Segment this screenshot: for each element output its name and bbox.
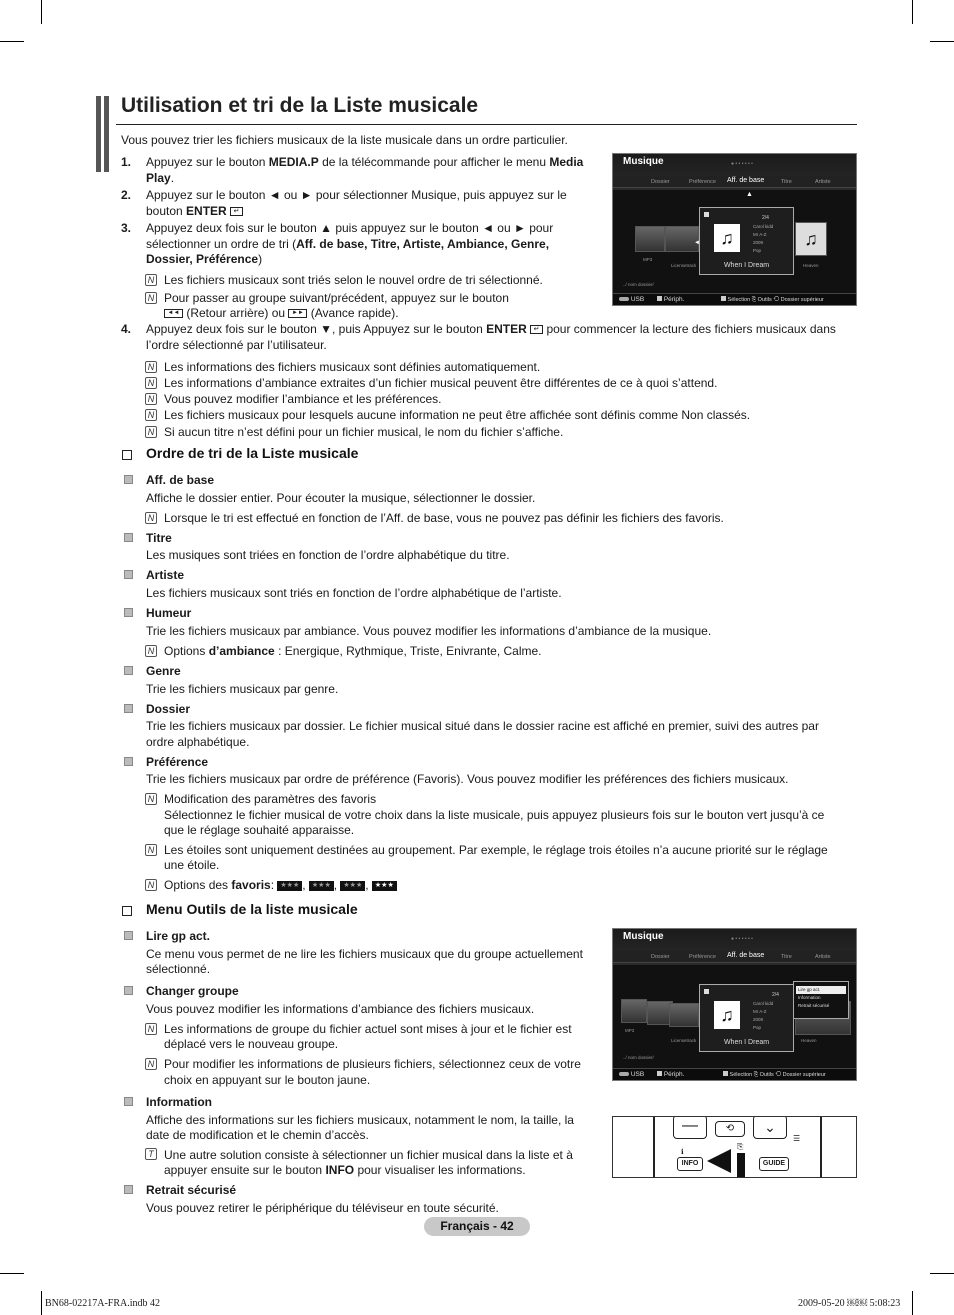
step-3-text: Appuyez deux fois sur le bouton ▲ puis appuyez sur le bouton ◄ ou ► pour sélectionner un ordre de tri (Aff. de base, Titre, Artiste, Ambiance, Genre, Dossier, Préférence) xyxy=(146,221,554,266)
tv-label: Licensetrack xyxy=(671,1038,697,1043)
note-text: Sélectionnez le fichier musical de votre choix dans la liste musicale, puis appuyez plusieurs fois sur le bouton vert jusqu’à ce xyxy=(164,808,825,822)
note-text: Une autre solution consiste à sélectionner un fichier musical dans la liste et à xyxy=(164,1148,573,1162)
item-text: Trie les fichiers musicaux par ordre de préférence (Favoris). Vous pouvez modifier les préférences des fichiers musicaux. xyxy=(146,772,789,786)
section-checkbox-icon xyxy=(122,906,132,916)
pager-dots: ● • • • • • • xyxy=(731,161,753,167)
tv-tab: Dossier xyxy=(651,954,670,960)
item-text: ordre alphabétique. xyxy=(146,735,250,749)
crop-mark xyxy=(912,0,913,24)
note-text: Les fichiers musicaux sont triés selon le nouvel ordre de tri sélectionné. xyxy=(164,273,543,287)
note-text: Options des favoris: ★★★ , ★★★ , ★★★ , ★★★ xyxy=(164,878,397,894)
item-text: sélectionné. xyxy=(146,962,211,976)
title-rule xyxy=(116,124,857,125)
footer-date: 2009-05-20 ￼￼ 5:08:23 xyxy=(798,1298,901,1309)
music-note-icon: ♫ xyxy=(714,224,740,252)
tools-menu xyxy=(793,981,849,1019)
minus-icon: — xyxy=(673,1116,707,1139)
tv-selected-card xyxy=(699,207,794,275)
checkbox-icon xyxy=(704,989,709,994)
note-text: Les informations de groupe du fichier actuel sont mises à jour et le fichier est xyxy=(164,1022,572,1036)
note-icon: N xyxy=(145,292,157,304)
tv-tab: Artiste xyxy=(815,954,831,960)
crop-mark xyxy=(41,1291,42,1315)
section-heading: Menu Outils de la liste musicale xyxy=(146,901,358,917)
music-note-icon: ♫ xyxy=(714,1001,740,1029)
item-heading: Dossier xyxy=(146,702,191,716)
crop-mark xyxy=(930,41,954,42)
return-icon: ⟲ xyxy=(715,1121,745,1137)
star-rating-0: ★★★ xyxy=(277,881,302,891)
tv-bottom-bar: USB Périph. Sélection ⎘ Outils ⟲ Dossier supérieur xyxy=(613,293,856,305)
step-4-text: Appuyez deux fois sur le bouton ▼, puis Appuyez sur le bouton ENTER ↵ pour commencer la lecture des fichiers musicaux dans l’ordre sélectionné par l’utilisateur. xyxy=(146,322,836,352)
item-text: Trie les fichiers musicaux par dossier. Le fichier musical situé dans le dossier racine est affiché en premier, suivi des autres par xyxy=(146,719,819,733)
note-icon: T xyxy=(145,1148,157,1160)
exit-icon: ☰ xyxy=(793,1134,801,1143)
info-button[interactable]: INFO xyxy=(677,1157,703,1171)
checkbox-icon xyxy=(704,212,709,217)
note-icon: N xyxy=(145,426,157,438)
item-text: Vous pouvez modifier les informations d’ambiance des fichiers musicaux. xyxy=(146,1002,535,1016)
album-thumb xyxy=(621,999,647,1023)
note-icon: N xyxy=(145,1058,157,1070)
bullet-icon xyxy=(124,533,133,542)
item-text: date de modification et le chemin d’accès. xyxy=(146,1128,369,1142)
tv-tab: Préférence xyxy=(689,179,716,185)
note-icon: N xyxy=(145,377,157,389)
item-text: Trie les fichiers musicaux par genre. xyxy=(146,682,339,696)
note-text: que le réglage souhaité apparaisse. xyxy=(164,823,355,837)
intro-text: Vous pouvez trier les fichiers musicaux de la liste musicale dans un ordre particulier. xyxy=(121,133,568,147)
tv-screenshot-sort xyxy=(612,153,857,306)
note-text: Modification des paramètres des favoris xyxy=(164,792,377,806)
arrow-left-icon xyxy=(707,1149,731,1173)
tv-tabs xyxy=(613,176,856,188)
arrow-left-icon: ◄ xyxy=(694,240,700,246)
step-number: 1. xyxy=(121,155,132,169)
item-heading: Changer groupe xyxy=(146,984,239,998)
tv-label: MP3 xyxy=(643,257,653,262)
tv-tabs xyxy=(613,951,856,963)
tv-tab: Titre xyxy=(781,954,792,960)
tv-tab: Titre xyxy=(781,179,792,185)
tv-bottom-bar: USB Périph. Sélection ⎘ Outils ⟲ Dossier supérieur xyxy=(613,1068,856,1080)
footer-file: BN68-02217A-FRA.indb 42 xyxy=(45,1298,161,1309)
tv-selected-card xyxy=(699,984,794,1052)
note-icon: N xyxy=(145,361,157,373)
bullet-icon xyxy=(124,931,133,940)
tv-label: Licensetrack xyxy=(671,263,697,268)
note-text: choix en appuyant sur le bouton jaune. xyxy=(164,1073,371,1087)
guide-button[interactable]: GUIDE xyxy=(759,1157,789,1171)
album-thumb xyxy=(669,1003,699,1027)
tv-card-count: 2/4 xyxy=(762,215,769,221)
crop-mark xyxy=(41,0,42,24)
note-text: Les étoiles sont uniquement destinées au groupement. Par exemple, le réglage trois étoiles n’a aucune priorité sur le réglage xyxy=(164,843,828,857)
music-note-icon: ♫ xyxy=(804,229,818,249)
tv-card-count: 2/4 xyxy=(772,992,779,998)
section-checkbox-icon xyxy=(122,450,132,460)
tv-tab: Préférence xyxy=(689,954,716,960)
item-text: Trie les fichiers musicaux par ambiance. Vous pouvez modifier les informations d’ambiance de la musique. xyxy=(146,624,712,638)
item-text: Affiche des informations sur les fichiers musicaux, notamment le nom, la taille, la xyxy=(146,1113,574,1127)
star-rating-3: ★★★ xyxy=(372,881,397,891)
bullet-icon xyxy=(124,1097,133,1106)
tv-tab-selected: Aff. de base xyxy=(727,952,765,959)
tv-card-meta: Carol kidd Mr A-Z 2009 Pop xyxy=(753,224,774,253)
note-text: Pour passer au groupe suivant/précédent, appuyez sur le bouton xyxy=(164,291,509,305)
tv-song-title: When I Dream xyxy=(723,1039,770,1046)
album-thumb xyxy=(635,226,665,252)
item-heading: Artiste xyxy=(146,568,185,582)
note-icon: N xyxy=(145,274,157,286)
item-heading: Titre xyxy=(146,531,172,545)
note-text: Vous pouvez modifier l’ambiance et les préférences. xyxy=(164,392,442,406)
note-text: appuyer ensuite sur le bouton INFO pour visualiser les informations. xyxy=(164,1163,526,1177)
bullet-icon xyxy=(124,986,133,995)
tv-tab: Dossier xyxy=(651,179,670,185)
note-icon: N xyxy=(145,879,157,891)
fast-forward-icon: ►► xyxy=(288,309,307,318)
tv-path: ../ nom dossier/ xyxy=(623,1055,654,1060)
note-text: Options d’ambiance : Energique, Rythmique, Triste, Enivrante, Calme. xyxy=(164,644,542,658)
tv-tab: Artiste xyxy=(815,179,831,185)
item-text: Vous pouvez retirer le périphérique du téléviseur en toute sécurité. xyxy=(146,1201,499,1215)
note-text: Lorsque le tri est effectué en fonction de l’Aff. de base, vous ne pouvez pas définir les fichiers des favoris. xyxy=(164,511,724,525)
remote-illustration xyxy=(612,1116,857,1178)
note-icon: N xyxy=(145,793,157,805)
title-decor-bar xyxy=(96,96,101,172)
tv-screenshot-tools xyxy=(612,928,857,1081)
tv-title: Musique xyxy=(623,156,664,167)
crop-mark xyxy=(912,1291,913,1315)
item-text: Les fichiers musicaux sont triés en fonction de l’ordre alphabétique de l’artiste. xyxy=(146,586,562,600)
bullet-icon xyxy=(124,757,133,766)
note-text: Les informations d’ambiance extraites d’un fichier musical peuvent être différentes de ce à quoi s’attend. xyxy=(164,376,718,390)
note-text: Les informations des fichiers musicaux sont définies automatiquement. xyxy=(164,360,541,374)
crop-mark xyxy=(0,1273,24,1274)
enter-icon: ↵ xyxy=(530,325,543,334)
tv-card-meta: Carol kidd Mr A-Z 2009 Pop xyxy=(753,1001,774,1030)
tools-menu-item[interactable]: Information xyxy=(798,995,821,1000)
note-text-line: ◄◄ (Retour arrière) ou ►► (Avance rapide). xyxy=(164,306,399,322)
item-heading: Information xyxy=(146,1095,212,1109)
note-text: Les fichiers musicaux pour lesquels aucune information ne peut être affichée sont définis comme Non classés. xyxy=(164,408,751,422)
step-1-text: Appuyez sur le bouton MEDIA.P de la télécommande pour afficher le menu Media Play. xyxy=(146,155,584,185)
item-heading: Aff. de base xyxy=(146,473,215,487)
tools-icon: ⎘ xyxy=(737,1142,744,1151)
step-number: 4. xyxy=(121,322,132,336)
pager-dots: ● • • • • • • xyxy=(731,936,753,942)
tv-path: ../ nom dossier/ xyxy=(623,282,654,287)
note-text: une étoile. xyxy=(164,858,220,872)
bullet-icon xyxy=(124,666,133,675)
step-number: 2. xyxy=(121,188,132,202)
enter-icon: ↵ xyxy=(230,207,243,216)
bullet-icon xyxy=(124,1185,133,1194)
item-heading: Genre xyxy=(146,664,181,678)
item-text: Affiche le dossier entier. Pour écouter la musique, sélectionner le dossier. xyxy=(146,491,536,505)
star-rating-2: ★★★ xyxy=(340,881,365,891)
chevron-down-icon: ⌄ xyxy=(753,1116,787,1139)
title-decor-bar xyxy=(104,96,109,172)
item-heading: Préférence xyxy=(146,755,209,769)
tv-tab-selected: Aff. de base xyxy=(727,177,765,184)
info-small-icon: ℹ xyxy=(681,1149,684,1156)
note-icon: N xyxy=(145,844,157,856)
item-text: Les musiques sont triées en fonction de l’ordre alphabétique du titre. xyxy=(146,548,510,562)
tv-title: Musique xyxy=(623,931,664,942)
note-text: Si aucun titre n’est défini pour un fichier musical, le nom du fichier s’affiche. xyxy=(164,425,564,439)
tv-label: Heaven xyxy=(803,263,819,268)
section-heading: Ordre de tri de la Liste musicale xyxy=(146,445,359,461)
tv-song-title: When I Dream xyxy=(723,262,770,269)
tools-menu-item-selected[interactable]: Lire gp act. xyxy=(796,986,846,994)
note-icon: N xyxy=(145,393,157,405)
step-number: 3. xyxy=(121,221,132,235)
tv-label: MP3 xyxy=(625,1028,635,1033)
crop-mark xyxy=(930,1273,954,1274)
bullet-icon xyxy=(124,570,133,579)
note-icon: N xyxy=(145,409,157,421)
rewind-icon: ◄◄ xyxy=(164,309,183,318)
tv-label: Heaven xyxy=(801,1038,817,1043)
star-rating-1: ★★★ xyxy=(309,881,334,891)
bullet-icon xyxy=(124,704,133,713)
item-text: Ce menu vous permet de ne lire les fichiers musicaux que du groupe actuellement xyxy=(146,947,583,961)
tools-menu-item[interactable]: Retrait sécurisé xyxy=(798,1003,830,1008)
step-2-text: Appuyez sur le bouton ◄ ou ► pour sélectionner Musique, puis appuyez sur le bouton ENTER ↵ xyxy=(146,188,567,218)
page-number-badge: Français - 42 xyxy=(424,1217,530,1236)
note-icon: N xyxy=(145,645,157,657)
arrow-up-icon: ▲ xyxy=(746,191,753,198)
crop-mark xyxy=(0,41,24,42)
item-heading: Lire gp act. xyxy=(146,929,211,943)
item-heading: Retrait sécurisé xyxy=(146,1183,237,1197)
bullet-icon xyxy=(124,475,133,484)
note-icon: N xyxy=(145,512,157,524)
note-text: Pour modifier les informations de plusieurs fichiers, sélectionnez ceux de votre xyxy=(164,1057,581,1071)
note-icon: N xyxy=(145,1023,157,1035)
album-thumb xyxy=(795,222,827,256)
pointer-bar xyxy=(737,1153,745,1178)
bullet-icon xyxy=(124,608,133,617)
page-title: Utilisation et tri de la Liste musicale xyxy=(121,94,479,117)
item-heading: Humeur xyxy=(146,606,192,620)
note-text: déplacé vers le nouveau groupe. xyxy=(164,1037,339,1051)
